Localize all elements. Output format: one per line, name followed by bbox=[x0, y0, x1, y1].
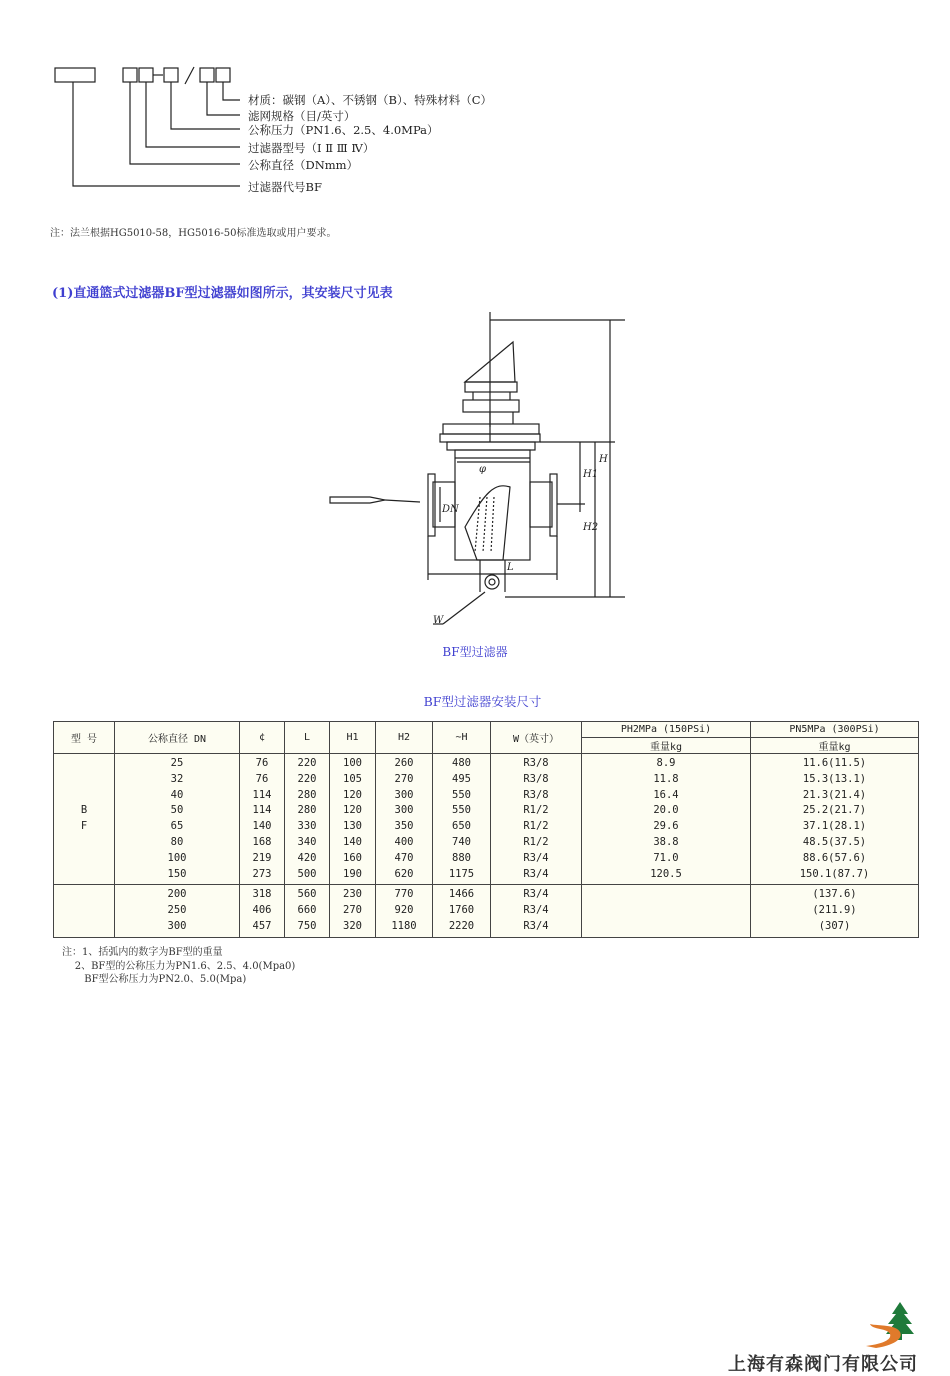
table-cell-value: 25.2(21.7) bbox=[802, 804, 867, 817]
col-c bbox=[240, 885, 285, 937]
col-w bbox=[491, 754, 582, 885]
table-cell-value: 114 bbox=[252, 804, 272, 817]
table-cell-value: 15.3(13.1) bbox=[802, 772, 867, 785]
note-line-3: BF型公称压力为PN2.0、5.0(Mpa) bbox=[62, 974, 247, 985]
drawing-label-h1: H1 bbox=[583, 469, 599, 480]
table-cell-value: R1/2 bbox=[523, 820, 549, 833]
table-cell-value: 280 bbox=[297, 804, 317, 817]
header-dn: 公称直径 DN bbox=[115, 722, 240, 754]
table-cell-value: 40 bbox=[170, 788, 184, 801]
table-cell-value: R3/4 bbox=[523, 867, 549, 880]
code-box-dn bbox=[123, 68, 137, 82]
header-h2: H2 bbox=[376, 722, 433, 754]
table-cell-value: 120 bbox=[343, 788, 362, 801]
col-w bbox=[491, 885, 582, 937]
table-cell-value: 200 bbox=[167, 888, 187, 901]
legend-pressure: 公称压力（PN1.6、2.5、4.0MPa） bbox=[248, 123, 439, 137]
table-cell-value: 168 bbox=[252, 835, 272, 848]
table-cell-value: 100 bbox=[167, 851, 187, 864]
header-ph2: PH2MPa (150PSi) bbox=[582, 722, 751, 738]
table-cell-value: 8.9 bbox=[656, 757, 676, 769]
table-cell-value: 150 bbox=[167, 867, 187, 880]
table-cell-value: 260 bbox=[394, 757, 414, 769]
table-cell-value: 20.0 bbox=[653, 804, 679, 817]
model-cell bbox=[54, 754, 115, 885]
drawing-label-w: W bbox=[433, 615, 444, 626]
legend-mesh: 滤网规格（目/英寸） bbox=[248, 109, 356, 123]
col-h1 bbox=[330, 885, 376, 937]
table-cell-value: 65 bbox=[170, 820, 184, 833]
table-cell-value: 2220 bbox=[448, 919, 475, 932]
table-cell-value: 550 bbox=[452, 804, 471, 817]
col-h bbox=[433, 754, 491, 885]
table-cell-value: 400 bbox=[394, 835, 414, 848]
table-group-2 bbox=[54, 885, 919, 937]
table-cell-value: 71.0 bbox=[653, 851, 679, 864]
header-model: 型 号 bbox=[54, 722, 115, 754]
table-notes bbox=[62, 946, 295, 987]
table-cell-value: 80 bbox=[170, 835, 184, 848]
col-c bbox=[240, 754, 285, 885]
col-ph2-weight bbox=[582, 885, 751, 937]
table-cell-value: 318 bbox=[252, 888, 272, 901]
header-l: L bbox=[285, 722, 330, 754]
table-cell-value: 25 bbox=[170, 757, 184, 769]
table-cell-value: 406 bbox=[252, 904, 272, 917]
table-cell-value: 230 bbox=[343, 888, 362, 901]
col-ph2-weight bbox=[582, 754, 751, 885]
header-c: ¢ bbox=[240, 722, 285, 754]
table-cell-value: 16.4 bbox=[653, 788, 679, 801]
table-cell-value: 300 bbox=[167, 919, 187, 932]
table-cell-value: R3/4 bbox=[523, 919, 549, 932]
table-cell-value: 270 bbox=[343, 904, 362, 917]
table-cell-value: R3/8 bbox=[523, 757, 549, 769]
company-name: 上海有森阀门有限公司 bbox=[728, 1354, 918, 1375]
table-cell-value: 38.8 bbox=[653, 835, 679, 848]
header-pn5: PN5MPa (300PSi) bbox=[751, 722, 919, 738]
model-letter: F bbox=[80, 820, 88, 833]
drawing-label-l: L bbox=[507, 562, 514, 573]
table-cell-value: 48.5(37.5) bbox=[802, 835, 867, 848]
table-cell-value: 160 bbox=[343, 851, 362, 864]
table-cell-value: 470 bbox=[394, 851, 414, 864]
table-cell-value: 120 bbox=[343, 804, 362, 817]
table-cell-value: R3/8 bbox=[523, 772, 549, 785]
table-title: BF型过滤器安装尺寸 bbox=[423, 694, 542, 709]
table-cell-value: 650 bbox=[452, 820, 471, 833]
table-group-1 bbox=[54, 754, 919, 885]
drawing-label-h2: H2 bbox=[583, 522, 599, 533]
table-cell-value: R3/4 bbox=[523, 888, 549, 901]
table-cell-value: 50 bbox=[170, 804, 184, 817]
table-cell-value: R1/2 bbox=[523, 835, 549, 848]
table-cell-value: 250 bbox=[167, 904, 187, 917]
table-cell-value: 740 bbox=[452, 835, 471, 848]
legend-type: 过滤器型号（Ⅰ Ⅱ Ⅲ Ⅳ） bbox=[248, 141, 375, 155]
table-cell-value: 770 bbox=[394, 888, 414, 901]
col-dn bbox=[115, 885, 240, 937]
col-dn bbox=[115, 754, 240, 885]
table-cell-value: 120.5 bbox=[650, 867, 682, 880]
table-cell-value: 457 bbox=[252, 919, 272, 932]
table-cell-value: 140 bbox=[343, 835, 362, 848]
table-cell-value: 330 bbox=[297, 820, 317, 833]
header-weight-ph2: 重量kg bbox=[582, 738, 751, 754]
table-cell-value: 11.8 bbox=[653, 772, 679, 785]
table-cell-value: 140 bbox=[252, 820, 272, 833]
table-cell-value: 320 bbox=[343, 919, 362, 932]
table-cell-value: 105 bbox=[343, 772, 362, 785]
drawing-label-h: H bbox=[599, 454, 608, 465]
code-box-pressure bbox=[164, 68, 178, 82]
table-cell-value: 500 bbox=[297, 867, 317, 880]
table-cell-value: (137.6) bbox=[812, 888, 857, 901]
table-cell-value: 130 bbox=[343, 820, 362, 833]
section-title: (1)直通篮式过滤器BF型过滤器如图所示，其安装尺寸见表 bbox=[52, 286, 393, 301]
filter-drawing bbox=[325, 312, 635, 632]
table-cell-value: 1175 bbox=[448, 867, 475, 880]
table-cell-value: 350 bbox=[394, 820, 414, 833]
table-cell-value: 32 bbox=[170, 772, 184, 785]
table-cell-value: R3/4 bbox=[523, 851, 549, 864]
table-cell-value: 660 bbox=[297, 904, 317, 917]
model-letter: B bbox=[80, 804, 88, 817]
table-cell-value: 280 bbox=[297, 788, 317, 801]
col-h1 bbox=[330, 754, 376, 885]
table-cell-value: 300 bbox=[394, 788, 414, 801]
header-h: ~H bbox=[433, 722, 491, 754]
legend-code: 过滤器代号BF bbox=[248, 180, 322, 194]
figure-caption: BF型过滤器 bbox=[442, 645, 508, 659]
table-cell-value: 37.1(28.1) bbox=[802, 820, 867, 833]
table-cell-value: (307) bbox=[818, 919, 851, 932]
table-cell-value: (211.9) bbox=[812, 904, 857, 917]
table-cell-value: 76 bbox=[255, 757, 269, 769]
table-cell-value: 76 bbox=[255, 772, 269, 785]
table-cell-value: 273 bbox=[252, 867, 272, 880]
table-cell-value: 750 bbox=[297, 919, 317, 932]
table-cell-value: R3/8 bbox=[523, 788, 549, 801]
table-cell-value: 11.6(11.5) bbox=[802, 757, 867, 769]
table-cell-value: 100 bbox=[343, 757, 362, 769]
table-cell-value: 300 bbox=[394, 804, 414, 817]
table-cell-value: 270 bbox=[394, 772, 414, 785]
col-l bbox=[285, 754, 330, 885]
code-box-mesh bbox=[200, 68, 214, 82]
header-h1: H1 bbox=[330, 722, 376, 754]
header-weight-pn5: 重量kg bbox=[751, 738, 919, 754]
table-cell-value: 920 bbox=[394, 904, 414, 917]
col-h bbox=[433, 885, 491, 937]
table-cell-value: 114 bbox=[252, 788, 272, 801]
note-line-2: 2、BF型的公称压力为PN1.6、2.5、4.0(Mpa0) bbox=[62, 960, 296, 972]
table-cell-value: R1/2 bbox=[523, 804, 549, 817]
table-cell-value: 150.1(87.7) bbox=[799, 867, 870, 880]
table-cell-value: 880 bbox=[452, 851, 471, 864]
table-cell-value: 88.6(57.6) bbox=[802, 851, 867, 864]
legend-dn: 公称直径（DNmm） bbox=[248, 158, 359, 172]
tree-road-logo-icon bbox=[862, 1300, 918, 1348]
dimension-table bbox=[53, 721, 919, 938]
table-cell-value: 340 bbox=[297, 835, 317, 848]
drawing-label-phi: φ bbox=[479, 464, 487, 475]
col-pn5-weight bbox=[751, 754, 919, 885]
table-cell-value: 220 bbox=[297, 772, 317, 785]
table-cell-value: 1760 bbox=[448, 904, 475, 917]
table-cell-value: 1180 bbox=[391, 919, 417, 932]
table-cell-value: 190 bbox=[343, 867, 362, 880]
table-cell-value: 550 bbox=[452, 788, 471, 801]
table-cell-value: 220 bbox=[297, 757, 317, 769]
legend-material: 材质：碳钢（A）、不锈钢（B）、特殊材料（C） bbox=[248, 93, 493, 107]
table-cell-value: 29.6 bbox=[653, 820, 679, 833]
table-cell-value: 1466 bbox=[448, 888, 475, 901]
filter-drawing-svg bbox=[325, 312, 635, 632]
col-h2 bbox=[376, 754, 433, 885]
table-cell-value: 495 bbox=[452, 772, 471, 785]
model-cell-empty bbox=[54, 885, 115, 937]
table-header-row bbox=[54, 722, 919, 738]
table-cell-value: 620 bbox=[394, 867, 414, 880]
code-box-type bbox=[139, 68, 153, 82]
model-code-diagram bbox=[50, 62, 570, 202]
flange-note: 注：法兰根据HG5010-58，HG5016-50标准选取或用户要求。 bbox=[50, 228, 337, 239]
table-cell-value: R3/4 bbox=[523, 904, 549, 917]
note-line-1: 注：1、括弧内的数字为BF型的重量 bbox=[62, 947, 223, 958]
col-pn5-weight bbox=[751, 885, 919, 937]
code-box-bf bbox=[55, 68, 95, 82]
table-cell-value: 21.3(21.4) bbox=[802, 788, 867, 801]
drawing-label-dn: DN bbox=[442, 504, 459, 515]
table-cell-value: 219 bbox=[252, 851, 272, 864]
table-cell-value: 560 bbox=[297, 888, 317, 901]
table-cell-value: 420 bbox=[297, 851, 317, 864]
col-l bbox=[285, 885, 330, 937]
code-box-material bbox=[216, 68, 230, 82]
table-cell-value: 480 bbox=[452, 757, 471, 769]
col-h2 bbox=[376, 885, 433, 937]
header-w: W（英寸） bbox=[491, 722, 582, 754]
